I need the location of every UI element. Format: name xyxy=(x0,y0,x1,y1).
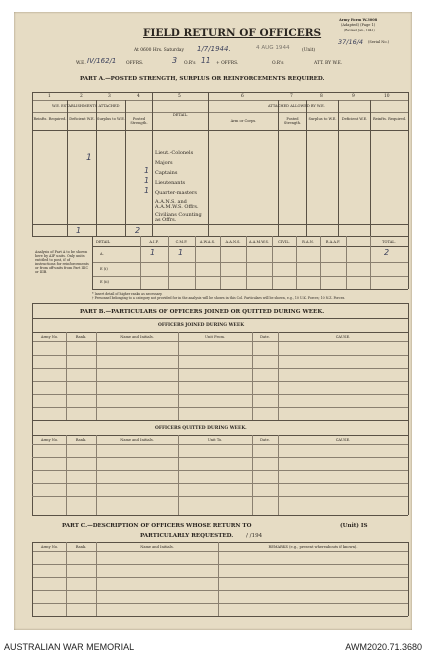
joined-col-rank: Rank. xyxy=(75,335,87,339)
col-num-8: 8 xyxy=(320,94,323,99)
attached-group-label: ATTACHED ALLOWED BY W.E. xyxy=(268,104,325,108)
hw-a-cmf: 1 xyxy=(178,248,184,257)
serial-label: (Serial No.) xyxy=(368,40,390,44)
analysis-note: Analysis of Part A to be shown here by AIF units. Only units entitled to post, if of instructions for reinforcements or from off-units from Part IIIC or IIIB. xyxy=(35,250,89,274)
quitted-col-army-no: Army No. xyxy=(40,438,59,442)
rank-civilians: Civilians Counting as Offrs. xyxy=(155,212,202,223)
hw-total-final: 2 xyxy=(384,248,390,257)
ors-written: 11 xyxy=(201,56,211,65)
offrs-label: OFFRS. xyxy=(126,61,144,66)
hdr-deficient-1: Deficient W.E. xyxy=(69,117,95,121)
analysis-col-ran: R.A.N. xyxy=(302,240,314,244)
quitted-col-date: Date. xyxy=(260,438,270,442)
col-num-4: 4 xyxy=(137,94,140,99)
footer-credit: AUSTRALIAN WAR MEMORIAL xyxy=(4,642,135,652)
unit-label: (Unit) xyxy=(302,48,316,53)
hdr-posted-1: Posted Strength. xyxy=(130,117,148,125)
part-c-date: / /194 xyxy=(246,533,263,539)
part-c-particularly: PARTICULARLY REQUESTED. xyxy=(140,533,234,539)
analysis-detail-label: DETAIL xyxy=(96,240,111,244)
analysis-row-ei: E (i) xyxy=(100,267,108,271)
hdr-surplus-2: Surplus to W.E. xyxy=(308,117,337,121)
hdr-reinfts-1: Reinfts. Required. xyxy=(33,117,67,121)
partc-col-rank: Rank. xyxy=(75,545,87,549)
analysis-col-civil: CIVIL. xyxy=(278,240,290,244)
rank-captains: Captains xyxy=(155,170,178,176)
hw-a-aif: 1 xyxy=(150,248,156,257)
hdr-detail: DETAIL. xyxy=(172,113,189,117)
joined-col-name: Name and Initials. xyxy=(120,335,154,339)
footer-accession: AWM2020.71.3680 xyxy=(345,642,422,652)
footnote-2: † Personnel belonging to a category not provided for in the analysis will be shown in this Col. Particulars will be shown, e.g., 10 U.K. Forces; 10 N.Z. Forces. xyxy=(92,296,346,300)
partc-col-name: Name and Initials. xyxy=(140,545,174,549)
col-num-1: 1 xyxy=(48,94,51,99)
quitted-col-cause: CAUSE. xyxy=(335,438,351,442)
partc-col-army-no: Army No. xyxy=(40,545,59,549)
att-label: ATT. BY W.E. xyxy=(314,61,343,66)
hw-total-col2: 1 xyxy=(76,226,82,235)
hdr-reinfts-2: Reinfts. Required. xyxy=(372,117,407,121)
col-num-7: 7 xyxy=(290,94,293,99)
joined-col-unit-from: Unit From. xyxy=(204,335,225,339)
plus-offrs-label: + OFFRS. xyxy=(216,61,239,66)
we-written: IV/162/1 xyxy=(87,57,117,65)
col-num-3: 3 xyxy=(108,94,111,99)
hdr-surplus-1: Surplus to W.E. xyxy=(97,117,125,121)
rank-list xyxy=(155,148,207,223)
analysis-col-raaf: R.A.A.F. xyxy=(325,240,341,244)
at-line: At 0600 Hrs. Saturday xyxy=(134,48,185,53)
analysis-col-aans: A.A.N.S. xyxy=(225,240,241,244)
hw-qm: 1 xyxy=(144,186,150,195)
partc-col-remarks: REMARKS (e.g., present whereabouts if known). xyxy=(268,545,358,549)
hdr-deficient-2: Deficient W.E. xyxy=(341,117,368,121)
analysis-col-aif: A.I.F. xyxy=(149,240,159,244)
col-num-10: 10 xyxy=(384,94,390,99)
form-adapted: (Adapted) (Page 1) xyxy=(341,23,376,27)
hw-total-col4: 2 xyxy=(135,226,141,235)
part-c-unit-label: (Unit) IS xyxy=(340,523,368,529)
form-revised: (Revised Jan., 1941) xyxy=(344,28,375,32)
quitted-col-name: Name and Initials. xyxy=(120,438,154,442)
analysis-row-a: A. xyxy=(100,252,104,256)
analysis-col-awas: A.W.A.S. xyxy=(199,240,216,244)
serial-written: 37/16/4 xyxy=(338,38,364,46)
footnote-1: * Insert detail of higher ranks as necessary. xyxy=(92,292,163,296)
part-b-title: PART B.—PARTICULARS OF OFFICERS JOINED OR QUITTED DURING WEEK. xyxy=(80,309,325,315)
date-stamp: 4 AUG 1944 xyxy=(256,45,290,51)
rank-aans: A.A.N.S. and A.A.M.W.S. Offrs. xyxy=(155,199,199,210)
hw-col2: 1 xyxy=(86,153,92,163)
part-a-title: PART A.—POSTED STRENGTH, SURPLUS OR REINFORCEMENTS REQUIRED. xyxy=(80,76,325,82)
rank-quartermasters: Quarter-masters xyxy=(155,190,197,196)
analysis-col-aamws: A.A.M.W.S. xyxy=(249,240,269,244)
quitted-col-rank: Rank. xyxy=(75,438,87,442)
hw-captains: 1 xyxy=(144,166,150,175)
col-num-5: 5 xyxy=(178,94,181,99)
hdr-posted-2: Posted Strength. xyxy=(283,117,302,125)
ors2-label: O.R's xyxy=(272,61,284,66)
offrs-written: 3 xyxy=(172,56,178,65)
date-written: 1/7/1944. xyxy=(197,45,231,53)
quitted-col-unit-to: Unit To. xyxy=(207,438,223,442)
joined-col-army-no: Army No. xyxy=(40,335,59,339)
page-title: FIELD RETURN OF OFFICERS xyxy=(143,27,322,39)
hw-lieutenants: 1 xyxy=(144,176,150,185)
col-num-9: 9 xyxy=(352,94,355,99)
we-group-label: W.E. ESTABLISHMENTS ATTACHED xyxy=(52,104,120,108)
form-number: Army Form W.3008 xyxy=(339,18,378,22)
joined-title: OFFICERS JOINED DURING WEEK xyxy=(158,323,245,328)
rank-lieutenants: Lieutenants xyxy=(155,180,186,186)
analysis-col-total: TOTAL. xyxy=(382,240,396,244)
rank-majors: Majors xyxy=(155,160,173,166)
hdr-arm-corps: Arm or Corps. xyxy=(230,119,257,123)
col-num-6: 6 xyxy=(241,94,244,99)
rank-lieut-colonels: Lieut.-Colonels xyxy=(155,150,194,156)
analysis-row-eii: E (ii) xyxy=(100,280,109,284)
ors-label: O.R's xyxy=(184,61,196,66)
analysis-col-cmf: C.M.F. xyxy=(175,240,188,244)
joined-col-date: Date. xyxy=(260,335,270,339)
col-num-2: 2 xyxy=(80,94,83,99)
quitted-title: OFFICERS QUITTED DURING WEEK. xyxy=(155,426,247,431)
joined-col-cause: CAUSE. xyxy=(335,335,351,339)
part-c-title: PART C.—DESCRIPTION OF OFFICERS WHOSE RETURN TO xyxy=(62,523,252,529)
we-label: W.E. xyxy=(76,61,86,66)
